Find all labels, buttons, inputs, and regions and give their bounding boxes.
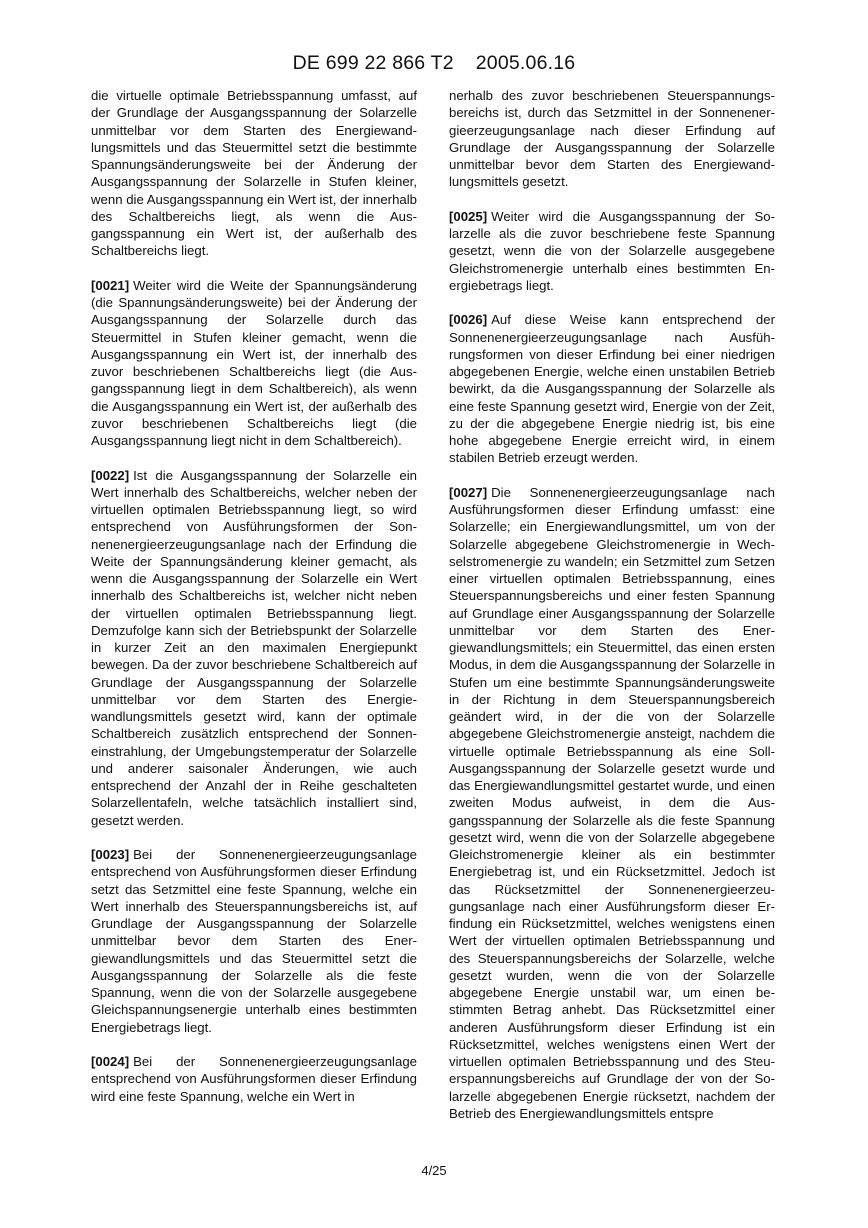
paragraph bbox=[91, 846, 417, 1036]
paragraph-number: [0027] bbox=[449, 484, 488, 500]
paragraph-number: [0023] bbox=[91, 847, 130, 862]
paragraph bbox=[449, 87, 775, 191]
paragraph-text: Die Sonnenenergieerzeugungsanlage nach Ausführungsformen dieser Erfindung umfasst: eine Solarzelle; ein Energiewandlungsmittel, um von der Solarzelle abgegebene Gleichstromenergie in Wechselstromenergie zu wandeln; ein Setzmittel zum Setzen einer virtuellen optimalen Betriebsspannung, eines Steuerspannungsbereichs und einer festen Spannung auf Grundlage einer Ausgangsspannung der Solarzelle unmittelbar vor dem Starten des Energiewandlungsmittels; ein Steuermittel, das einen ersten Modus, in dem die Ausgangsspannung der Solarzelle in Stufen um eine bestimmte Spannungsänderungsweite in der Richtung in dem Steuerspannungsbereich geändert wird, in der die von der Solarzelle abgegebene Gleichstromenergie ansteigt, nachdem die virtuelle optimale Betriebsspannung als eine Soll-Ausgangsspannung der Solarzelle gesetzt wurde und das Energiewandlungsmittel gestartet wurde, und einen zweiten Modus aufweist, in dem die Ausgangsspannung der Solarzelle als die feste Spannung gesetzt wird, wenn die von der Solarzelle abgegebene Gleichstromenergie kleiner als ein bestimmter Energiebetrag ist, und ein Rücksetzmittel. Jedoch ist das Rücksetzmittel der Sonnenenergieerzeugungsanlage nach einer Ausführungsform dieser Erfindung ein Rücksetzmittel, welches wenigstens einen Wert der virtuellen optimalen Betriebsspannung und des Steuerspannungsbereichs der Solarzelle, welche gesetzt wurden, wenn die von der Solarzelle abgegebene Energie unstabil war, um einen bestimmten Betrag anhebt. Das Rücksetzmittel einer anderen Ausführungsform dieser Erfindung ist ein Rücksetzmittel, welches wenigstens einen Wert der virtuellen optimalen Betriebsspannung und des Steuerspannungsbereichs auf Grundlage der von der Solarzelle abgegebenen Energie rücksetzt, nachdem der Betrieb des Energiewandlungsmittels entspre bbox=[449, 484, 775, 1121]
paragraph bbox=[449, 484, 775, 1122]
paragraph bbox=[91, 1053, 417, 1105]
paragraph-text: Weiter wird die Weite der Spannungsänderung (die Spannungsänderungsweite) bei der Änderung der Ausgangsspannung der Solarzelle durch das Steuermittel in Stufen kleiner gemacht, wenn die Ausgangsspannung ein Wert ist, der innerhalb des zuvor beschriebenen Schaltbereichs liegt (die Ausgangsspannung liegt in dem Schaltbereich), als wenn die Ausgangsspannung ein Wert ist, der außerhalb des zuvor beschriebenen Schaltbereichs liegt (die Ausgangsspannung liegt nicht in dem Schaltbereich). bbox=[91, 277, 417, 448]
page-header bbox=[0, 52, 868, 75]
paragraph-text: Ist die Ausgangsspannung der Solarzelle ein Wert innerhalb des Schaltbereichs, welcher neben der virtuellen optimalen Betriebsspannung liegt, so wird entsprechend von Ausführungsformen der Sonnenenergieerzeugungsanlage nach der Erfindung die Weite der Spannungsänderung kleiner gemacht, als wenn die Ausgangsspannung der Solarzelle ein Wert innerhalb des Schaltbereichs ist, welcher nicht neben der virtuellen optimalen Betriebsspannung liegt. Demzufolge kann sich der Betriebspunkt der Solarzelle in kurzer Zeit an den maximalen Energiepunkt bewegen. Da der zuvor beschriebene Schaltbereich auf Grundlage der Ausgangsspannung der Solarzelle unmittelbar vor dem Starten des Energiewandlungsmittels gesetzt wird, kann der optimale Schaltbereich zusätzlich entsprechend der Sonneneinstrahlung, der Umgebungstemperatur der Solarzelle und anderer saisonaler Änderungen, wie auch entsprechend der Anzahl der in Reihe geschalteten Solarzellentafeln, welche tatsächlich installiert sind, gesetzt werden. bbox=[91, 467, 417, 828]
paragraph-text: Bei der Sonnenenergieerzeugungsanlage entsprechend von Ausführungsformen dieser Erfindung setzt das Setzmittel eine feste Spannung, welche ein Wert innerhalb des Steuerspannungsbereichs ist, auf Grundlage der Ausgangsspannung der Solarzelle unmittelbar bevor dem Starten des Energiewandlungsmittels und das Steuermittel setzt die Ausgangsspannung der Solarzelle als die feste Spannung, wenn die von der Solarzelle ausgegebene Gleichspannungsenergie unterhalb eines bestimmten Energiebetrags liegt. bbox=[91, 847, 417, 1035]
paragraph-number: [0024] bbox=[91, 1054, 130, 1069]
paragraph-text: die virtuelle optimale Betriebsspannung umfasst, auf der Grundlage der Ausgangsspannung der Solarzelle unmittelbar vor dem Starten des Energiewandlungsmittels und das Steuermittel setzt die bestimmte Spannungsänderungsweite bei der Änderung der Ausgangsspannung der Solarzelle in Stufen kleiner, wenn die Ausgangsspannung ein Wert ist, der innerhalb des Schaltbereichs liegt, als wenn die Ausgangsspannung ein Wert ist, der außerhalb des Schaltbereichs liegt. bbox=[91, 88, 417, 259]
paragraph-number: [0025] bbox=[449, 208, 488, 224]
paragraph bbox=[449, 208, 775, 294]
page-number: 4/25 bbox=[421, 1163, 447, 1178]
paragraph bbox=[91, 87, 417, 260]
paragraph-number: [0021] bbox=[91, 277, 130, 293]
paragraph-number: [0026] bbox=[449, 312, 488, 328]
paragraph bbox=[449, 311, 775, 466]
publication-date: 2005.06.16 bbox=[475, 52, 576, 74]
paragraph bbox=[91, 467, 417, 829]
paragraph bbox=[91, 277, 417, 450]
paragraph-text: nerhalb des zuvor beschriebenen Steuerspannungsbereichs ist, durch das Setzmittel in der Sonnenenergieerzeugungsanlage nach dieser Erfindung auf Grundlage der Ausgangsspannung der Solarzelle unmittelbar bevor dem Starten des Energiewandlungsmittels gesetzt. bbox=[449, 88, 775, 190]
left-column bbox=[91, 87, 417, 1122]
paragraph-text: Auf diese Weise kann entsprechend der Sonnenenergieerzeugungsanlage nach Ausführungsformen von dieser Erfindung bei einer niedrigen abgegebenen Energie, welche einen unstabilen Betrieb bewirkt, da die Ausgangsspannung der Solarzelle als eine feste Spannung gesetzt wird, Energie von der Zeit, zu der die abgegebene Energie niedrig ist, bis eine hohe abgegebene Energie erreicht wird, in einem stabilen Betrieb erzeugt werden. bbox=[449, 312, 775, 466]
paragraph-number: [0022] bbox=[91, 467, 130, 483]
document-number: DE 699 22 866 T2 bbox=[292, 52, 454, 74]
paragraph-text: Bei der Sonnenenergieerzeugungsanlage entsprechend von Ausführungsformen dieser Erfindung wird eine feste Spannung, welche ein Wert in bbox=[91, 1054, 417, 1104]
right-column bbox=[449, 87, 775, 1139]
paragraph-text: Weiter wird die Ausgangsspannung der Solarzelle als die zuvor beschriebene feste Spannung gesetzt, wenn die von der Solarzelle ausgegebene Gleichstromenergie unterhalb eines bestimmten Energiebetrags liegt. bbox=[449, 208, 775, 293]
